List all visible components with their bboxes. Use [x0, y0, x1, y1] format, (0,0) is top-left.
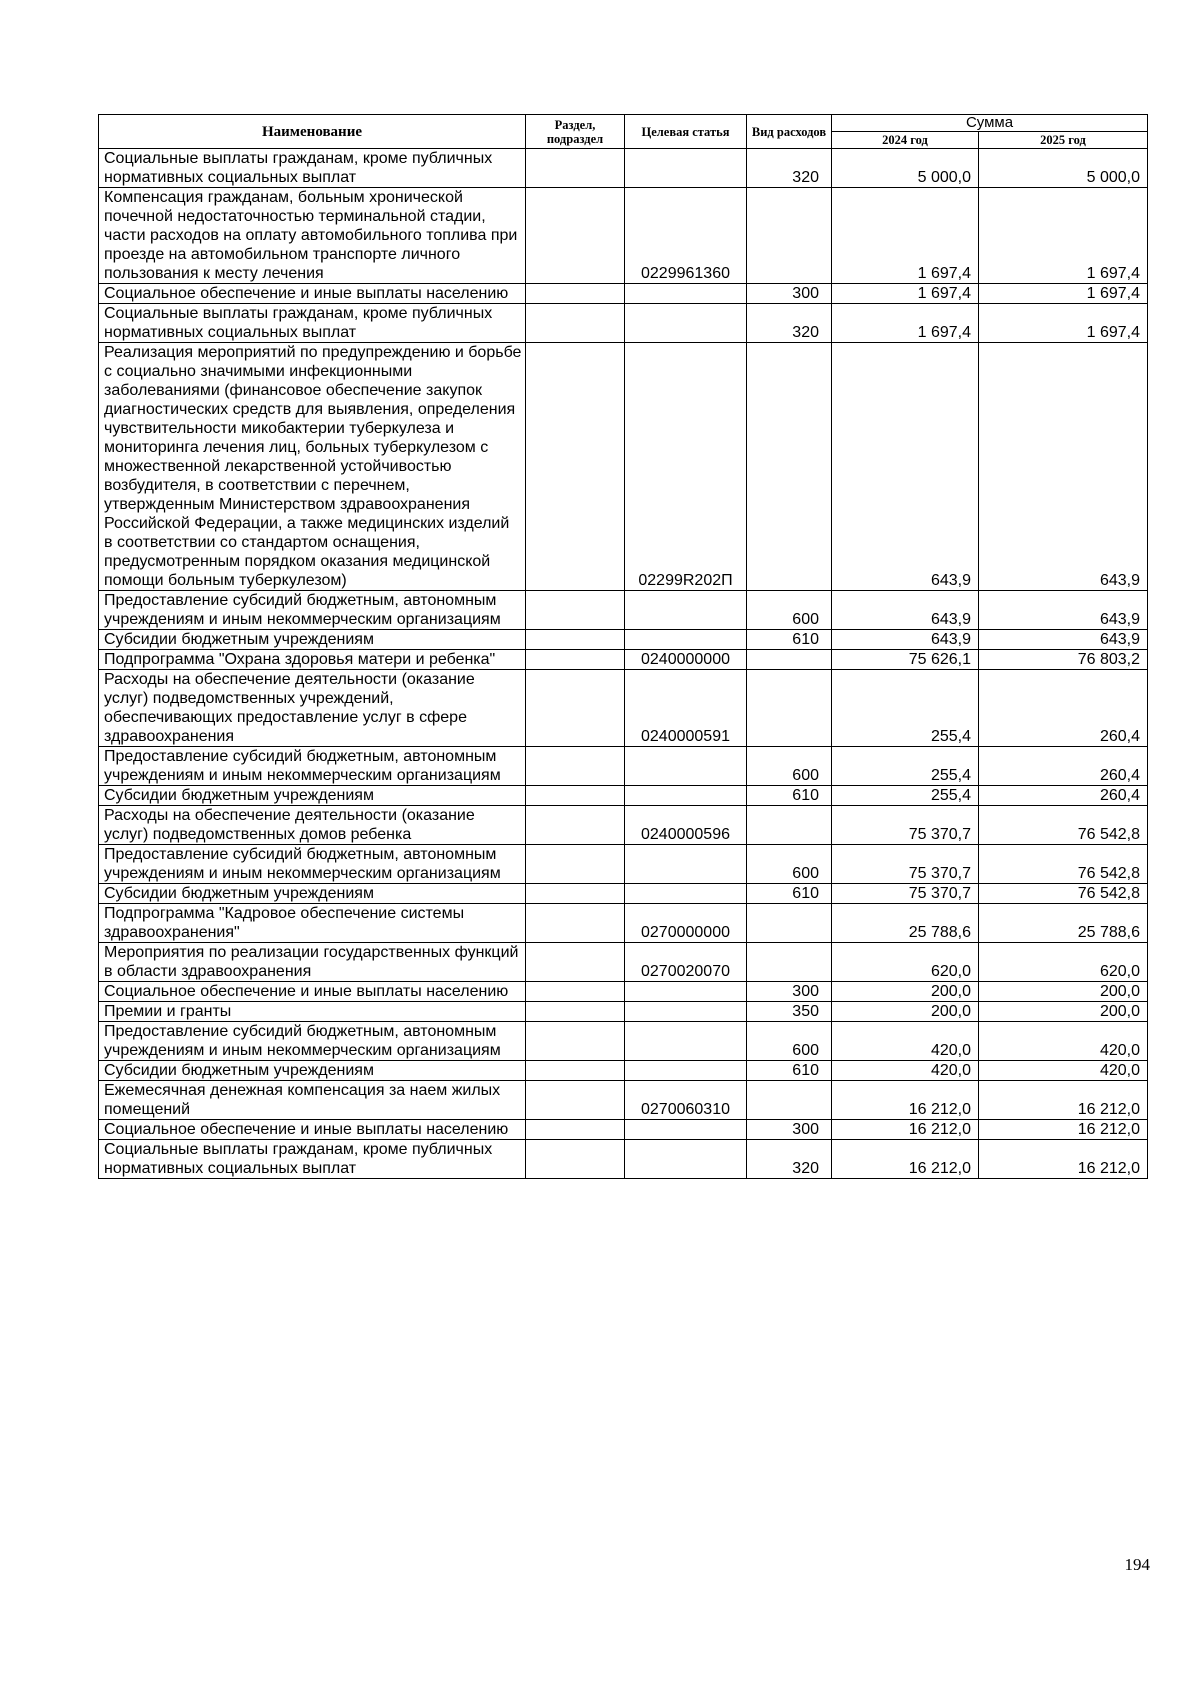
row-type: 320 — [747, 149, 832, 188]
row-section — [526, 630, 625, 650]
row-sum-2025: 1 697,4 — [979, 284, 1148, 304]
row-target — [625, 884, 747, 904]
row-name: Предоставление субсидий бюджетным, автономным учреждениям и иным некоммерческим организациям — [99, 1022, 526, 1061]
row-sum-2024: 75 370,7 — [832, 845, 979, 884]
row-sum-2024: 75 370,7 — [832, 806, 979, 845]
table-row — [99, 1120, 1148, 1140]
row-target — [625, 747, 747, 786]
row-name: Компенсация гражданам, больным хронической почечной недостаточностью терминальной стадии, части расходов на оплату автомобильного топлива при проезде на автомобильном транспорте личного пользования к месту лечения — [99, 188, 526, 284]
row-type: 610 — [747, 884, 832, 904]
row-type: 610 — [747, 1061, 832, 1081]
row-sum-2025: 5 000,0 — [979, 149, 1148, 188]
row-sum-2024: 1 697,4 — [832, 284, 979, 304]
row-type: 350 — [747, 1002, 832, 1022]
row-sum-2025: 1 697,4 — [979, 304, 1148, 343]
header-target: Целевая статья — [625, 115, 747, 149]
row-sum-2024: 75 626,1 — [832, 650, 979, 670]
row-target — [625, 304, 747, 343]
table-body — [99, 149, 1148, 1179]
row-sum-2024: 255,4 — [832, 786, 979, 806]
row-target: 0270020070 — [625, 943, 747, 982]
table-row — [99, 884, 1148, 904]
row-type — [747, 650, 832, 670]
row-section — [526, 304, 625, 343]
table-row — [99, 747, 1148, 786]
row-section — [526, 284, 625, 304]
row-target — [625, 591, 747, 630]
table-row — [99, 343, 1148, 591]
row-name: Ежемесячная денежная компенсация за наем жилых помещений — [99, 1081, 526, 1120]
row-sum-2025: 25 788,6 — [979, 904, 1148, 943]
row-sum-2024: 1 697,4 — [832, 188, 979, 284]
row-target — [625, 1140, 747, 1179]
row-target: 0229961360 — [625, 188, 747, 284]
row-section — [526, 149, 625, 188]
row-sum-2024: 255,4 — [832, 670, 979, 747]
row-sum-2025: 200,0 — [979, 1002, 1148, 1022]
table-row — [99, 1081, 1148, 1120]
row-target — [625, 1002, 747, 1022]
row-type: 610 — [747, 630, 832, 650]
row-name: Предоставление субсидий бюджетным, автономным учреждениям и иным некоммерческим организациям — [99, 845, 526, 884]
header-year-2024: 2024 год — [832, 132, 979, 149]
row-type: 610 — [747, 786, 832, 806]
row-sum-2024: 643,9 — [832, 630, 979, 650]
row-name: Предоставление субсидий бюджетным, автономным учреждениям и иным некоммерческим организациям — [99, 591, 526, 630]
row-target — [625, 1120, 747, 1140]
row-name: Реализация мероприятий по предупреждению и борьбе с социально значимыми инфекционными заболеваниями (финансовое обеспечение закупок диагностических средств для выявления, определения чувствительности микобактерии туберкулеза и мониторинга лечения лиц, больных туберкулезом с множественной лекарственной устойчивостью возбудителя, в соответствии с перечнем, утвержденным Министерством здравоохранения Российской Федерации, а также медицинских изделий в соответствии со стандартом оснащения, предусмотренным порядком оказания медицинской помощи больным туберкулезом) — [99, 343, 526, 591]
row-name: Социальное обеспечение и иные выплаты населению — [99, 982, 526, 1002]
row-sum-2025: 643,9 — [979, 630, 1148, 650]
row-sum-2025: 76 542,8 — [979, 884, 1148, 904]
row-section — [526, 670, 625, 747]
header-type: Вид расходов — [747, 115, 832, 149]
table-row — [99, 845, 1148, 884]
row-sum-2024: 5 000,0 — [832, 149, 979, 188]
row-target: 0270060310 — [625, 1081, 747, 1120]
table-row — [99, 806, 1148, 845]
row-section — [526, 806, 625, 845]
row-name: Расходы на обеспечение деятельности (оказание услуг) подведомственных домов ребенка — [99, 806, 526, 845]
row-type: 300 — [747, 1120, 832, 1140]
row-name: Премии и гранты — [99, 1002, 526, 1022]
row-section — [526, 1061, 625, 1081]
row-section — [526, 188, 625, 284]
row-sum-2024: 16 212,0 — [832, 1140, 979, 1179]
table-row — [99, 1022, 1148, 1061]
header-year-2025: 2025 год — [979, 132, 1148, 149]
row-name: Подпрограмма "Охрана здоровья матери и ребенка" — [99, 650, 526, 670]
row-section — [526, 1002, 625, 1022]
table-row — [99, 188, 1148, 284]
table-header — [99, 115, 1148, 149]
header-name: Наименование — [99, 115, 526, 149]
row-sum-2024: 620,0 — [832, 943, 979, 982]
row-sum-2025: 76 803,2 — [979, 650, 1148, 670]
table-row — [99, 591, 1148, 630]
row-sum-2025: 76 542,8 — [979, 806, 1148, 845]
row-section — [526, 786, 625, 806]
row-section — [526, 884, 625, 904]
row-sum-2024: 255,4 — [832, 747, 979, 786]
row-sum-2025: 420,0 — [979, 1061, 1148, 1081]
row-name: Социальное обеспечение и иные выплаты населению — [99, 284, 526, 304]
table-row — [99, 1002, 1148, 1022]
table-row — [99, 650, 1148, 670]
row-target: 0270000000 — [625, 904, 747, 943]
row-sum-2024: 200,0 — [832, 982, 979, 1002]
row-sum-2025: 260,4 — [979, 670, 1148, 747]
row-type: 600 — [747, 845, 832, 884]
row-section — [526, 1022, 625, 1061]
row-target: 02299R202П — [625, 343, 747, 591]
row-sum-2025: 200,0 — [979, 982, 1148, 1002]
row-target: 0240000596 — [625, 806, 747, 845]
row-section — [526, 343, 625, 591]
row-sum-2024: 420,0 — [832, 1022, 979, 1061]
budget-table — [98, 114, 1148, 1179]
table-row — [99, 149, 1148, 188]
row-type: 600 — [747, 747, 832, 786]
row-type: 300 — [747, 284, 832, 304]
row-name: Мероприятия по реализации государственных функций в области здравоохранения — [99, 943, 526, 982]
row-section — [526, 650, 625, 670]
row-type — [747, 188, 832, 284]
row-sum-2025: 1 697,4 — [979, 188, 1148, 284]
row-sum-2024: 420,0 — [832, 1061, 979, 1081]
row-type — [747, 670, 832, 747]
table-row — [99, 982, 1148, 1002]
row-target — [625, 786, 747, 806]
row-name: Социальные выплаты гражданам, кроме публичных нормативных социальных выплат — [99, 304, 526, 343]
row-section — [526, 1120, 625, 1140]
row-target — [625, 1022, 747, 1061]
header-section: Раздел, подраздел — [526, 115, 625, 149]
row-sum-2024: 16 212,0 — [832, 1081, 979, 1120]
table-row — [99, 1140, 1148, 1179]
row-name: Социальное обеспечение и иные выплаты населению — [99, 1120, 526, 1140]
row-name: Субсидии бюджетным учреждениям — [99, 1061, 526, 1081]
row-target — [625, 284, 747, 304]
row-sum-2025: 643,9 — [979, 343, 1148, 591]
row-type: 320 — [747, 1140, 832, 1179]
row-sum-2025: 260,4 — [979, 786, 1148, 806]
row-sum-2025: 16 212,0 — [979, 1081, 1148, 1120]
row-sum-2024: 643,9 — [832, 343, 979, 591]
row-section — [526, 943, 625, 982]
row-sum-2024: 643,9 — [832, 591, 979, 630]
row-type — [747, 943, 832, 982]
row-section — [526, 1140, 625, 1179]
row-section — [526, 904, 625, 943]
row-target — [625, 1061, 747, 1081]
row-name: Предоставление субсидий бюджетным, автономным учреждениям и иным некоммерческим организациям — [99, 747, 526, 786]
row-target — [625, 149, 747, 188]
header-sum: Сумма — [832, 115, 1148, 132]
row-sum-2025: 420,0 — [979, 1022, 1148, 1061]
table-row — [99, 304, 1148, 343]
row-section — [526, 1081, 625, 1120]
row-name: Расходы на обеспечение деятельности (оказание услуг) подведомственных учреждений, обеспечивающих предоставление услуг в сфере здравоохранения — [99, 670, 526, 747]
row-type: 320 — [747, 304, 832, 343]
row-type: 600 — [747, 1022, 832, 1061]
table-row — [99, 786, 1148, 806]
row-type — [747, 343, 832, 591]
table-row — [99, 284, 1148, 304]
table-row — [99, 1061, 1148, 1081]
table-row — [99, 670, 1148, 747]
row-target: 0240000591 — [625, 670, 747, 747]
page-number: 194 — [1124, 1555, 1150, 1574]
row-sum-2025: 260,4 — [979, 747, 1148, 786]
row-type — [747, 806, 832, 845]
row-type — [747, 1081, 832, 1120]
table-row — [99, 630, 1148, 650]
row-name: Социальные выплаты гражданам, кроме публичных нормативных социальных выплат — [99, 149, 526, 188]
row-name: Социальные выплаты гражданам, кроме публичных нормативных социальных выплат — [99, 1140, 526, 1179]
table-row — [99, 904, 1148, 943]
row-sum-2024: 16 212,0 — [832, 1120, 979, 1140]
row-type: 600 — [747, 591, 832, 630]
row-section — [526, 591, 625, 630]
row-sum-2025: 620,0 — [979, 943, 1148, 982]
row-sum-2025: 16 212,0 — [979, 1140, 1148, 1179]
row-sum-2024: 25 788,6 — [832, 904, 979, 943]
row-sum-2024: 1 697,4 — [832, 304, 979, 343]
row-sum-2025: 16 212,0 — [979, 1120, 1148, 1140]
row-section — [526, 982, 625, 1002]
row-sum-2024: 200,0 — [832, 1002, 979, 1022]
row-section — [526, 747, 625, 786]
row-target: 0240000000 — [625, 650, 747, 670]
row-target — [625, 982, 747, 1002]
row-target — [625, 630, 747, 650]
row-type — [747, 904, 832, 943]
row-name: Подпрограмма "Кадровое обеспечение системы здравоохранения" — [99, 904, 526, 943]
row-sum-2024: 75 370,7 — [832, 884, 979, 904]
row-sum-2025: 76 542,8 — [979, 845, 1148, 884]
row-name: Субсидии бюджетным учреждениям — [99, 786, 526, 806]
row-target — [625, 845, 747, 884]
row-name: Субсидии бюджетным учреждениям — [99, 884, 526, 904]
row-section — [526, 845, 625, 884]
table-row — [99, 943, 1148, 982]
row-name: Субсидии бюджетным учреждениям — [99, 630, 526, 650]
row-type: 300 — [747, 982, 832, 1002]
row-sum-2025: 643,9 — [979, 591, 1148, 630]
